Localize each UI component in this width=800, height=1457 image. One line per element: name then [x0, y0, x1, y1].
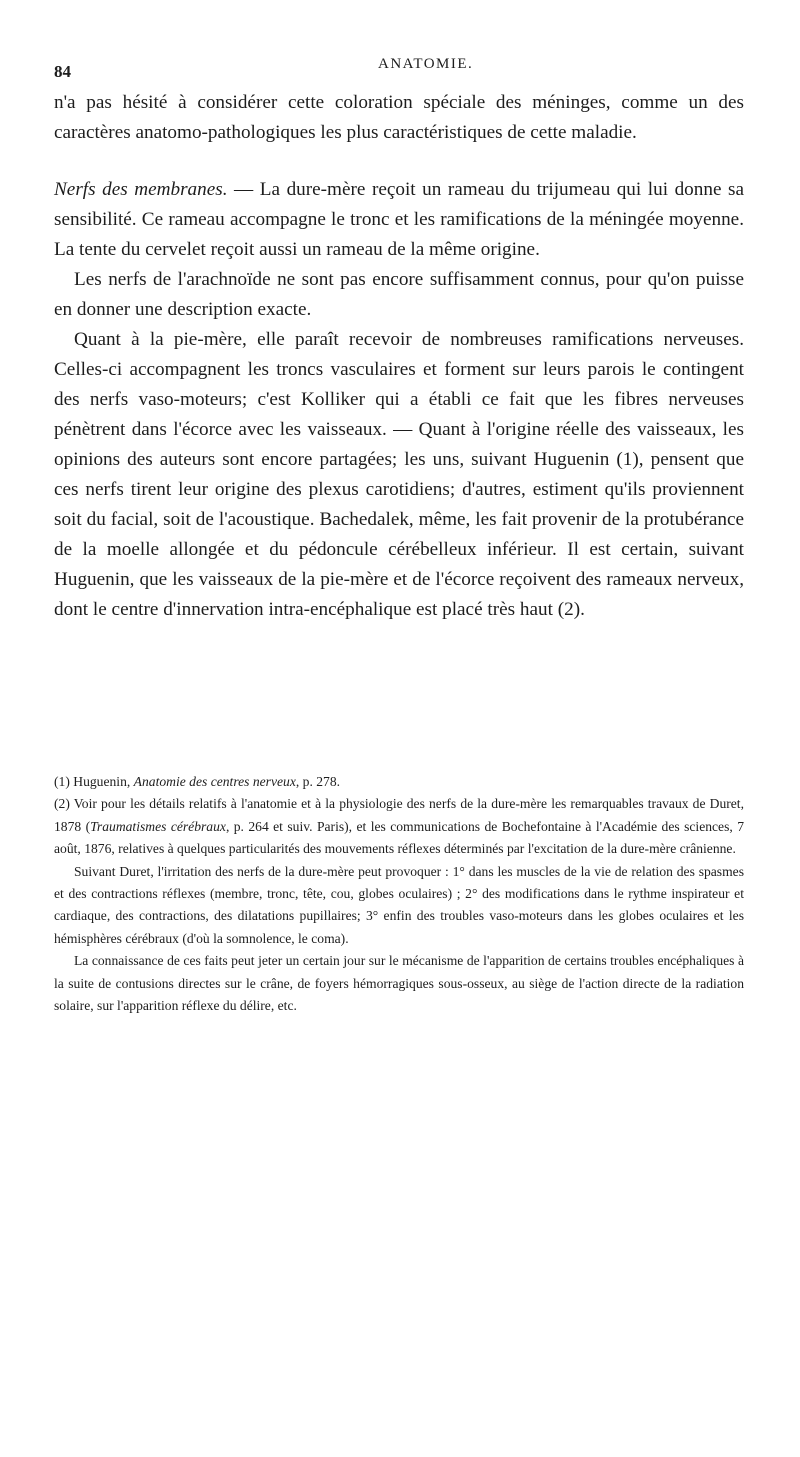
- footnote-2-paragraph-3: La connaissance de ces faits peut jeter un certain jour sur le mécanisme de l'apparition de certains troubles encéphaliques à la suite de contusions directes sur le crâne, de foyers hémorragiques sous-osseux, au siège de l'action directe de la radiation solaire, sur l'apparition réflexe du délire, etc.: [54, 953, 744, 1014]
- footnote-2: [54, 793, 744, 860]
- paragraph-pie-mere: Quant à la pie-mère, elle paraît recevoir de nombreuses ramifications nerveuses. Celles-ci accompagnent les troncs vasculaires et forment sur leurs parois le contingent des nerfs vaso-moteurs; c'est Kolliker qui a établi ce fait que les fibres nerveuses pénètrent dans l'écorce avec les vaisseaux. — Quant à l'origine réelle des vaisseaux, les opinions des auteurs sont encore partagées; les uns, suivant Huguenin (1), pensent que ces nerfs tirent leur origine des plexus carotidiens; d'autres, estiment qu'ils proviennent soit du facial, soit de l'acoustique. Bachedalek, même, les fait provenir de la protubérance de la moelle allongée et du pédoncule cérébelleux inférieur. Il est certain, suivant Huguenin, que les vaisseaux de la pie-mère et de l'écorce reçoivent des rameaux nerveux, dont le centre d'innervation intra-encéphalique est placé très haut (2).: [54, 329, 744, 620]
- paragraph-nerfs-membranes: [54, 175, 744, 265]
- footnote-1: [54, 771, 744, 793]
- section-title: Nerfs des membranes.: [54, 179, 228, 200]
- paragraph-continuation: n'a pas hésité à considérer cette coloration spéciale des méninges, comme un des caractères anatomo-pathologiques les plus caractéristiques de cette maladie.: [54, 92, 744, 143]
- footnote-2-paragraph-2: Suivant Duret, l'irritation des nerfs de la dure-mère peut provoquer : 1° dans les muscles de la vie de relation des spasmes et des contractions réflexes (membre, tronc, tête, cou, globes oculaires) ; 2° des modifications dans le rythme inspirateur et cardiaque, des contractions, des dilatations pupillaires; 3° enfin des troubles vaso-moteurs dans les globes oculaires et les hémisphères cérébraux (d'où la somnolence, le coma).: [54, 863, 744, 946]
- paragraph-text: — La dure-mère reçoit un rameau du trijumeau qui lui donne sa sensibilité. Ce rameau accompagne le tronc et les ramifications de la méningée moyenne. La tente du cervelet reçoit aussi un rameau de la même origine.: [54, 179, 744, 260]
- footnote-1-rest: , p. 278.: [295, 774, 341, 789]
- main-text: [54, 88, 744, 625]
- footnote-1-title: Anatomie des centres nerveux: [133, 774, 296, 789]
- running-head: ANATOMIE.: [378, 56, 474, 72]
- footnotes: [54, 771, 744, 1017]
- footnote-2-title: Traumatismes cérébraux: [90, 818, 226, 834]
- footnote-2-start: (2) Voir pour les détails relatifs à l'anatomie et à la physiologie des nerfs de la dure-mère les remarquables travaux de Duret, 1878 (: [54, 796, 744, 834]
- paragraph-arachnoide: Les nerfs de l'arachnoïde ne sont pas encore suffisamment connus, pour qu'on puisse en donner une description exacte.: [54, 269, 744, 320]
- page-number: 84: [54, 62, 71, 81]
- footnote-2-rest: , p. 264 et suiv. Paris), et les communications de Bochefontaine à l'Académie des sciences, 7 août, 1876, relatives à quelques particularités des mouvements réflexes déterminés par l'excitation de la dure-mère crânienne.: [54, 818, 744, 857]
- footnote-1-mark: (1) Huguenin,: [54, 774, 134, 789]
